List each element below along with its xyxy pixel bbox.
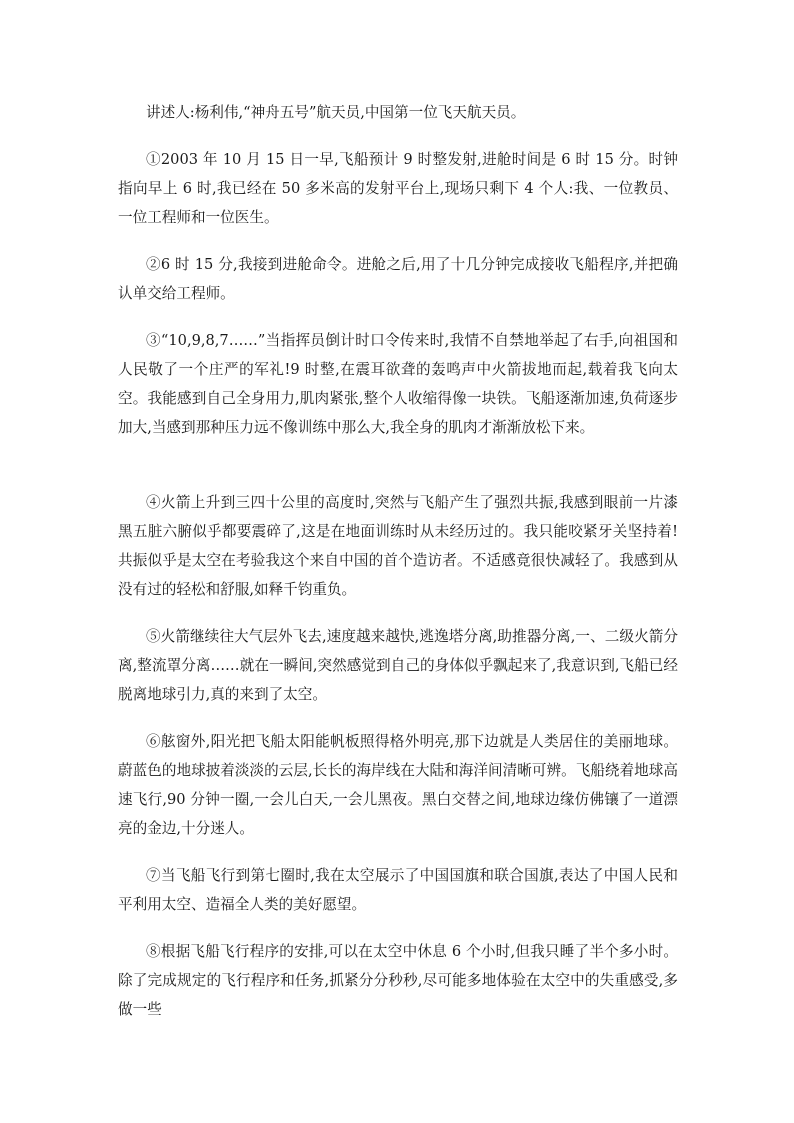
paragraph-5: ⑤火箭继续往大气层外飞去,速度越来越快,逃逸塔分离,助推器分离,一、二级火箭分离,整流罩分离……就在一瞬间,突然感觉到自己的身体似乎飘起来了,我意识到,飞船已经脱离地球引力,真的来到了太空。 (118, 628, 678, 703)
narrator-line: 讲述人:杨利伟,“神舟五号”航天员,中国第一位飞天航天员。 (146, 104, 526, 121)
document-body (118, 98, 678, 1042)
paragraph-2: ②6 时 15 分,我接到进舱命令。进舱之后,用了十几分钟完成接收飞船程序,并把确认单交给工程师。 (118, 256, 678, 302)
paragraph-6: ⑥舷窗外,阳光把飞船太阳能帆板照得格外明亮,那下边就是人类居住的美丽地球。蔚蓝色的地球披着淡淡的云层,长长的海岸线在大陆和海洋间清晰可辨。飞船绕着地球高速飞行,90 分钟一圈,一会儿白天,一会儿黑夜。黑白交替之间,地球边缘仿佛镶了一道漂亮的金边,十分迷人。 (118, 733, 678, 837)
paragraph-4: ④火箭上升到三四十公里的高度时,突然与飞船产生了强烈共振,我感到眼前一片漆黑五脏六腑似乎都要震碎了,这是在地面训练时从未经历过的。我只能咬紧牙关坚持着!共振似乎是太空在考验我这个来自中国的首个造访者。不适感竟很快减轻了。我感到从没有过的轻松和舒服,如释千钧重负。 (118, 494, 678, 598)
paragraph-3: ③“10,9,8,7……”当指挥员倒计时口令传来时,我情不自禁地举起了右手,向祖国和人民敬了一个庄严的军礼!9 时整,在震耳欲聋的轰鸣声中火箭拔地而起,载着我飞向太空。我能感到自己全身用力,肌肉紧张,整个人收缩得像一块铁。飞船逐渐加速,负荷逐步加大,当感到那种压力远不像训练中那么大,我全身的肌肉才渐渐放松下来。 (118, 332, 678, 436)
paragraph-7: ⑦当飞船飞行到第七圈时,我在太空展示了中国国旗和联合国旗,表达了中国人民和平利用太空、造福全人类的美好愿望。 (118, 867, 678, 913)
paragraph-8: ⑧根据飞船飞行程序的安排,可以在太空中休息 6 个小时,但我只睡了半个多小时。除了完成规定的飞行程序和任务,抓紧分分秒秒,尽可能多地体验在太空中的失重感受,多做一些 (118, 943, 678, 1018)
paragraph-1: ①2003 年 10 月 15 日一早,飞船预计 9 时整发射,进舱时间是 6 时 15 分。时钟指向早上 6 时,我已经在 50 多米高的发射平台上,现场只剩下 4 个人:我、一位教员、一位工程师和一位医生。 (118, 151, 678, 226)
